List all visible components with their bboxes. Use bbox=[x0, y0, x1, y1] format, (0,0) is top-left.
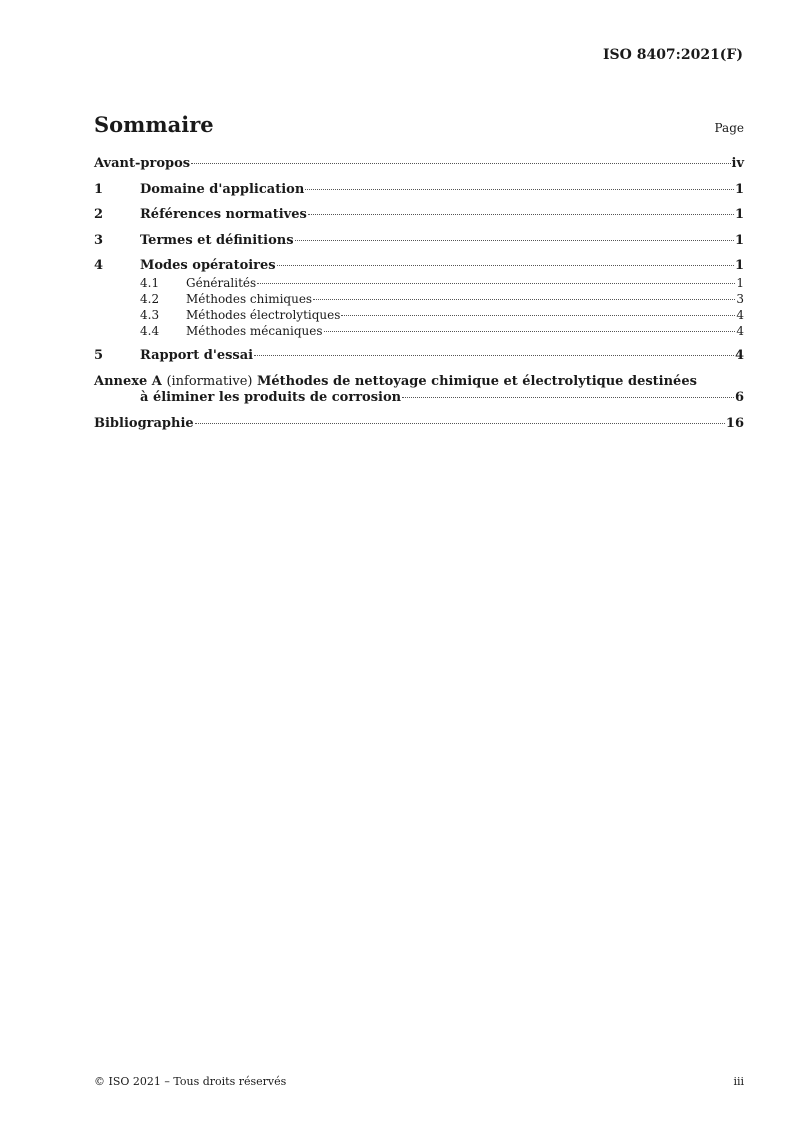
leader-dots bbox=[195, 423, 725, 424]
toc-entry-page: 1 bbox=[734, 182, 744, 197]
leader-dots bbox=[402, 397, 734, 398]
leader-dots bbox=[341, 315, 735, 316]
leader-dots bbox=[295, 240, 734, 241]
toc-entry-number: 4.1 bbox=[140, 276, 160, 290]
toc-entry-procedures[interactable] bbox=[94, 258, 744, 274]
toc-entry-annex-a[interactable] bbox=[94, 374, 744, 406]
toc-entry-page: 1 bbox=[734, 258, 744, 273]
toc-entry-page: 6 bbox=[734, 390, 744, 405]
toc-entry-page: 4 bbox=[736, 324, 744, 338]
toc-entry-text: Bibliographie bbox=[94, 416, 194, 431]
page-column-label: Page bbox=[714, 121, 744, 135]
toc-entry-text: Méthodes chimiques bbox=[186, 292, 313, 306]
page-footer bbox=[94, 1075, 744, 1088]
annex-title-line1: Méthodes de nettoyage chimique et électrolytique destinées bbox=[257, 374, 697, 389]
annex-title-row bbox=[94, 390, 744, 406]
toc-entry-text: Méthodes électrolytiques bbox=[186, 308, 341, 322]
toc-subentry-general[interactable] bbox=[94, 276, 744, 290]
page-number: iii bbox=[733, 1075, 744, 1088]
toc-entry-text: Termes et définitions bbox=[140, 233, 294, 248]
toc-entry-page: 1 bbox=[734, 233, 744, 248]
toc-entry-foreword[interactable] bbox=[94, 156, 744, 172]
toc-entry-number: 5 bbox=[94, 348, 104, 363]
annex-type: (informative) bbox=[166, 374, 253, 389]
leader-dots bbox=[308, 214, 734, 215]
annex-heading bbox=[94, 374, 744, 390]
toc-entry-text: Généralités bbox=[186, 276, 257, 290]
toc-entry-text: Avant-propos bbox=[94, 156, 191, 171]
toc-subentry-mechanical[interactable] bbox=[94, 324, 744, 338]
toc-entry-text: Méthodes mécaniques bbox=[186, 324, 323, 338]
toc-entry-page: 4 bbox=[734, 348, 744, 363]
leader-dots bbox=[277, 265, 734, 266]
toc-entry-text: Domaine d'application bbox=[140, 182, 305, 197]
leader-dots bbox=[313, 299, 735, 300]
toc-title: Sommaire bbox=[94, 112, 214, 137]
toc-entry-test-report[interactable] bbox=[94, 348, 744, 364]
toc-entry-text: Rapport d'essai bbox=[140, 348, 254, 363]
toc-entry-text: Modes opératoires bbox=[140, 258, 276, 273]
toc-entry-page: 1 bbox=[736, 276, 744, 290]
toc-entry-bibliography[interactable] bbox=[94, 416, 744, 432]
toc-entry-terms[interactable] bbox=[94, 233, 744, 249]
leader-dots bbox=[257, 283, 735, 284]
annex-title-line2: à éliminer les produits de corrosion bbox=[140, 390, 402, 405]
toc-subentry-chemical[interactable] bbox=[94, 292, 744, 306]
toc-entry-page: 4 bbox=[736, 308, 744, 322]
toc-entry-number: 3 bbox=[94, 233, 104, 248]
toc-header bbox=[94, 112, 744, 137]
toc-entry-page: 1 bbox=[734, 207, 744, 222]
toc-entry-page: 3 bbox=[736, 292, 744, 306]
table-of-contents bbox=[94, 156, 744, 432]
copyright-notice: © ISO 2021 – Tous droits réservés bbox=[94, 1075, 287, 1088]
toc-entry-text: Références normatives bbox=[140, 207, 307, 222]
toc-entry-normative-references[interactable] bbox=[94, 207, 744, 223]
leader-dots bbox=[191, 163, 730, 164]
annex-label: Annexe A bbox=[94, 374, 162, 389]
toc-entry-number: 4.4 bbox=[140, 324, 160, 338]
toc-entry-number: 4.3 bbox=[140, 308, 160, 322]
toc-entry-number: 2 bbox=[94, 207, 104, 222]
document-id: ISO 8407:2021(F) bbox=[602, 47, 743, 63]
toc-entry-number: 1 bbox=[94, 182, 104, 197]
toc-entry-page: 16 bbox=[725, 416, 744, 431]
toc-entry-scope[interactable] bbox=[94, 182, 744, 198]
leader-dots bbox=[254, 355, 734, 356]
toc-entry-page: iv bbox=[731, 156, 744, 171]
toc-entry-number: 4.2 bbox=[140, 292, 160, 306]
leader-dots bbox=[324, 331, 736, 332]
toc-entry-number: 4 bbox=[94, 258, 104, 273]
leader-dots bbox=[305, 189, 734, 190]
toc-subentry-electrolytic[interactable] bbox=[94, 308, 744, 322]
